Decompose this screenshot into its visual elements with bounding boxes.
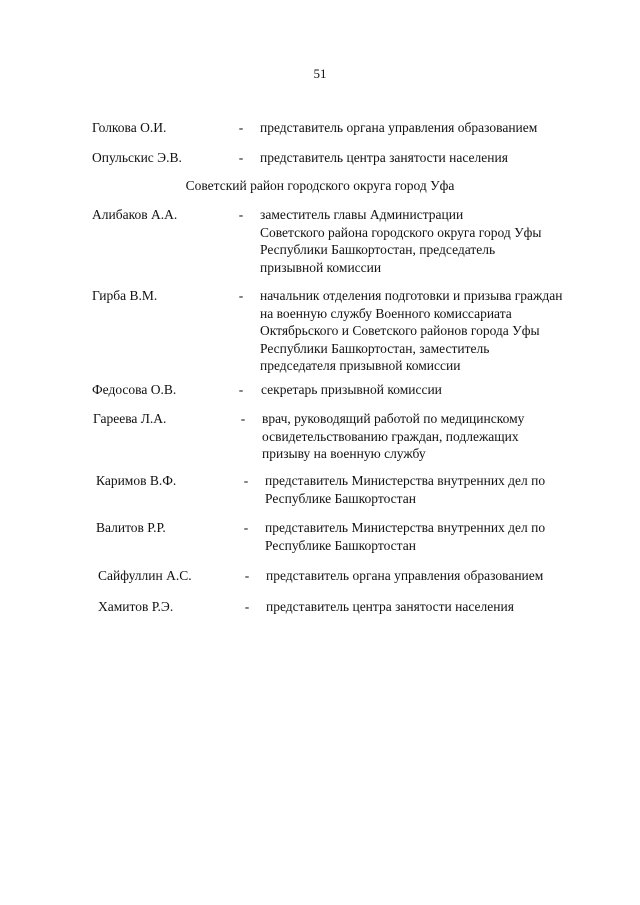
dash-separator: - [243,473,249,488]
member-name: Сайфуллин А.С. [98,568,192,583]
member-role-line: представитель Министерства внутренних дел по [265,520,546,535]
member-role-line: секретарь призывной комиссии [261,382,442,397]
member-role-line: Республике Башкортостан [265,490,416,506]
dash-separator: - [238,207,244,222]
member-role-line: представитель Министерства внутренних дел по [265,473,546,488]
member-role-line: призыву на военную службу [262,446,426,461]
member-role-line: представитель органа управления образованием [260,120,538,135]
member-role [265,519,605,554]
member-role-line: освидетельствованию граждан, подлежащих [262,428,519,444]
member-role-line: представитель органа управления образованием [266,568,544,583]
member-role-line: Республики Башкортостан, заместитель [260,340,490,356]
member-role-line: призывной комиссии [260,259,382,275]
member-name: Алибаков А.А. [92,207,178,222]
member-role-line: Республики Башкортостан, председатель [260,242,496,257]
dash-separator: - [244,599,250,614]
member-role [260,206,600,276]
dash-separator: - [243,520,249,535]
dash-separator: - [238,150,244,165]
dash-separator: - [240,411,246,426]
dash-separator: - [244,568,250,583]
member-role-line: представитель центра занятости населения [260,150,508,165]
member-role-line: Республике Башкортостан [265,537,416,553]
dash-separator: - [238,120,244,135]
member-role [260,149,600,167]
member-role [265,472,605,507]
dash-separator: - [238,382,244,397]
member-role-line: Октябрьского и Советского районов города Уфы [260,323,540,338]
member-role [261,381,601,399]
dash-separator: - [238,288,244,303]
member-role-line: председателя призывной комиссии [260,358,461,373]
section-heading: Советский район городского округа город Уфа [185,178,455,193]
member-role-line: представитель центра занятости населения [266,599,514,614]
member-role-line: начальник отделения подготовки и призыва граждан [260,288,563,303]
member-role [260,119,600,137]
member-role [266,567,606,585]
member-role [266,598,606,616]
member-name: Валитов Р.Р. [96,520,166,535]
member-role-line: врач, руководящий работой по медицинскому [262,411,525,426]
member-name: Хамитов Р.Э. [98,599,174,614]
member-name: Федосова О.В. [92,382,177,397]
member-name: Каримов В.Ф. [96,473,177,488]
member-role-line: на военную службу Военного комиссариата [260,305,512,321]
member-role-line: заместитель главы Администрации [260,207,464,222]
member-name: Опульскис Э.В. [92,150,182,165]
member-name: Голкова О.И. [92,120,167,135]
page-number: 51 [313,66,327,81]
member-role [262,410,602,463]
member-name: Гареева Л.А. [93,411,167,426]
member-name: Гирба В.М. [92,288,158,303]
member-role [260,287,600,375]
member-role-line: Советского района городского округа город Уфы [260,224,542,240]
